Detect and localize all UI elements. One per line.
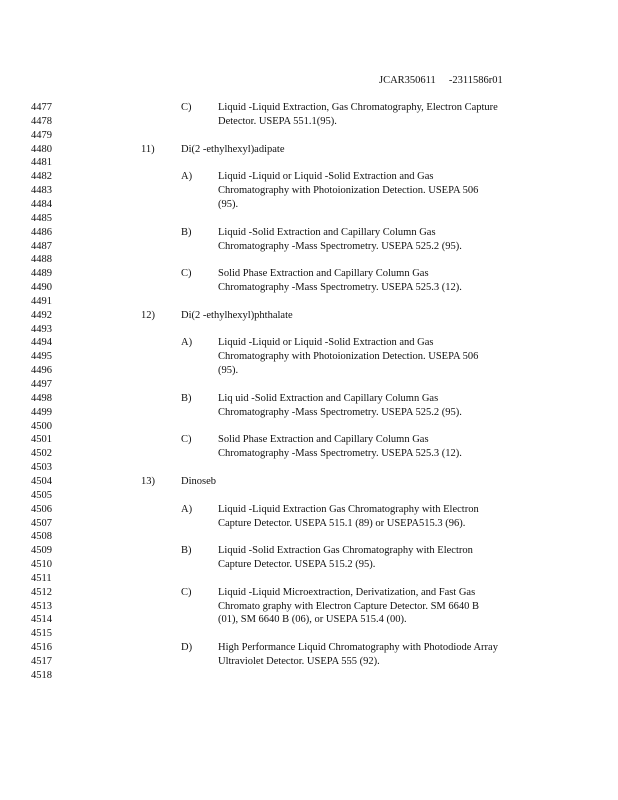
item-letter: C)	[181, 434, 192, 446]
line-number: 4509	[31, 545, 52, 557]
section-number: 11)	[141, 143, 155, 155]
method-text-line: Liquid -Solid Extraction Gas Chromatography with Electron	[218, 545, 473, 557]
item-letter: B)	[181, 545, 192, 557]
line-number: 4508	[31, 531, 52, 543]
line-number: 4500	[31, 420, 52, 432]
method-text-line: (95).	[218, 198, 239, 210]
method-text-line: High Performance Liquid Chromatography with Photodiode Array	[218, 642, 498, 654]
line-number: 4512	[31, 586, 52, 598]
line-number: 4501	[31, 434, 52, 446]
line-number: 4486	[31, 226, 52, 238]
line-number: 4516	[31, 642, 52, 654]
line-number: 4483	[31, 185, 52, 197]
section-number: 13)	[141, 475, 155, 487]
method-text-line: Liquid -Liquid Extraction Gas Chromatography with Electron	[218, 503, 479, 515]
line-number: 4480	[31, 143, 52, 155]
line-number: 4490	[31, 282, 52, 294]
line-number: 4485	[31, 212, 52, 224]
item-letter: B)	[181, 226, 192, 238]
line-number: 4491	[31, 295, 52, 307]
line-number: 4492	[31, 309, 52, 321]
line-number: 4513	[31, 600, 52, 612]
method-text-line: Liquid -Liquid Microextraction, Derivatization, and Fast Gas	[218, 586, 476, 598]
line-number: 4481	[31, 157, 52, 169]
method-text-line: Capture Detector. USEPA 515.2 (95).	[218, 559, 376, 571]
line-number: 4494	[31, 337, 52, 349]
item-letter: C)	[181, 268, 192, 280]
line-number: 4502	[31, 448, 52, 460]
section-heading: Di(2 -ethylhexyl)adipate	[181, 143, 285, 155]
document-header	[379, 75, 503, 86]
method-text-line: Liquid -Liquid or Liquid -Solid Extraction and Gas	[218, 171, 434, 183]
doc-id: JCAR350611	[379, 75, 436, 86]
item-letter: B)	[181, 392, 192, 404]
line-number: 4488	[31, 254, 52, 266]
item-letter: D)	[181, 642, 193, 654]
method-text-line: (95).	[218, 365, 239, 377]
method-text-line: Chromatography -Mass Spectrometry. USEPA 525.2 (95).	[218, 406, 462, 418]
item-letter: A)	[181, 337, 193, 349]
line-number: 4506	[31, 503, 52, 515]
item-letter: C)	[181, 586, 192, 598]
line-number: 4478	[31, 115, 52, 127]
line-number: 4482	[31, 171, 52, 183]
method-text-line: Solid Phase Extraction and Capillary Column Gas	[218, 268, 429, 280]
method-text-line: Liquid -Liquid or Liquid -Solid Extraction and Gas	[218, 337, 434, 349]
line-number: 4496	[31, 365, 52, 377]
section-heading: Dinoseb	[181, 475, 216, 487]
item-letter: A)	[181, 171, 193, 183]
line-number: 4511	[31, 572, 52, 584]
method-text-line: Solid Phase Extraction and Capillary Column Gas	[218, 434, 429, 446]
section-heading: Di(2 -ethylhexyl)phthalate	[181, 309, 293, 321]
line-number: 4495	[31, 351, 52, 363]
line-number: 4514	[31, 614, 52, 626]
method-text-line: Chromatography -Mass Spectrometry. USEPA 525.3 (12).	[218, 448, 462, 460]
line-number: 4517	[31, 656, 52, 667]
method-text-line: Chromatography with Photoionization Detection. USEPA 506	[218, 351, 479, 363]
line-number: 4518	[31, 669, 52, 681]
line-number: 4504	[31, 475, 52, 487]
line-number: 4505	[31, 489, 52, 501]
line-number: 4503	[31, 462, 52, 474]
method-text-line: (01), SM 6640 B (06), or USEPA 515.4 (00).	[218, 614, 407, 626]
method-text-line: Chromatography -Mass Spectrometry. USEPA 525.3 (12).	[218, 282, 462, 294]
item-letter: C)	[181, 102, 192, 113]
method-text-line: Ultraviolet Detector. USEPA 555 (92).	[218, 656, 380, 667]
line-number: 4487	[31, 240, 52, 252]
line-number: 4484	[31, 198, 52, 210]
line-number: 4510	[31, 559, 52, 571]
line-number: 4507	[31, 517, 52, 529]
item-letter: A)	[181, 503, 193, 515]
line-number: 4498	[31, 392, 52, 404]
method-text-line: Chromatography with Photoionization Detection. USEPA 506	[218, 185, 479, 197]
line-number: 4499	[31, 406, 52, 418]
revision-id: -2311586r01	[448, 75, 503, 86]
method-text-line: Detector. USEPA 551.1(95).	[218, 115, 337, 127]
line-number: 4477	[31, 102, 52, 113]
line-number: 4489	[31, 268, 52, 280]
line-number: 4479	[31, 129, 52, 141]
method-text-line: Liquid -Solid Extraction and Capillary Column Gas	[218, 226, 436, 238]
line-number: 4493	[31, 323, 52, 335]
method-text-line: Chromato graphy with Electron Capture Detector. SM 6640 B	[218, 600, 479, 612]
section-number: 12)	[141, 309, 155, 321]
method-text-line: Capture Detector. USEPA 515.1 (89) or USEPA515.3 (96).	[218, 517, 466, 529]
method-text-line: Chromatography -Mass Spectrometry. USEPA 525.2 (95).	[218, 240, 462, 252]
method-text-line: Liq uid -Solid Extraction and Capillary Column Gas	[218, 392, 439, 404]
method-text-line: Liquid -Liquid Extraction, Gas Chromatography, Electron Capture	[218, 102, 498, 113]
line-number: 4497	[31, 379, 52, 390]
line-number: 4515	[31, 628, 52, 640]
